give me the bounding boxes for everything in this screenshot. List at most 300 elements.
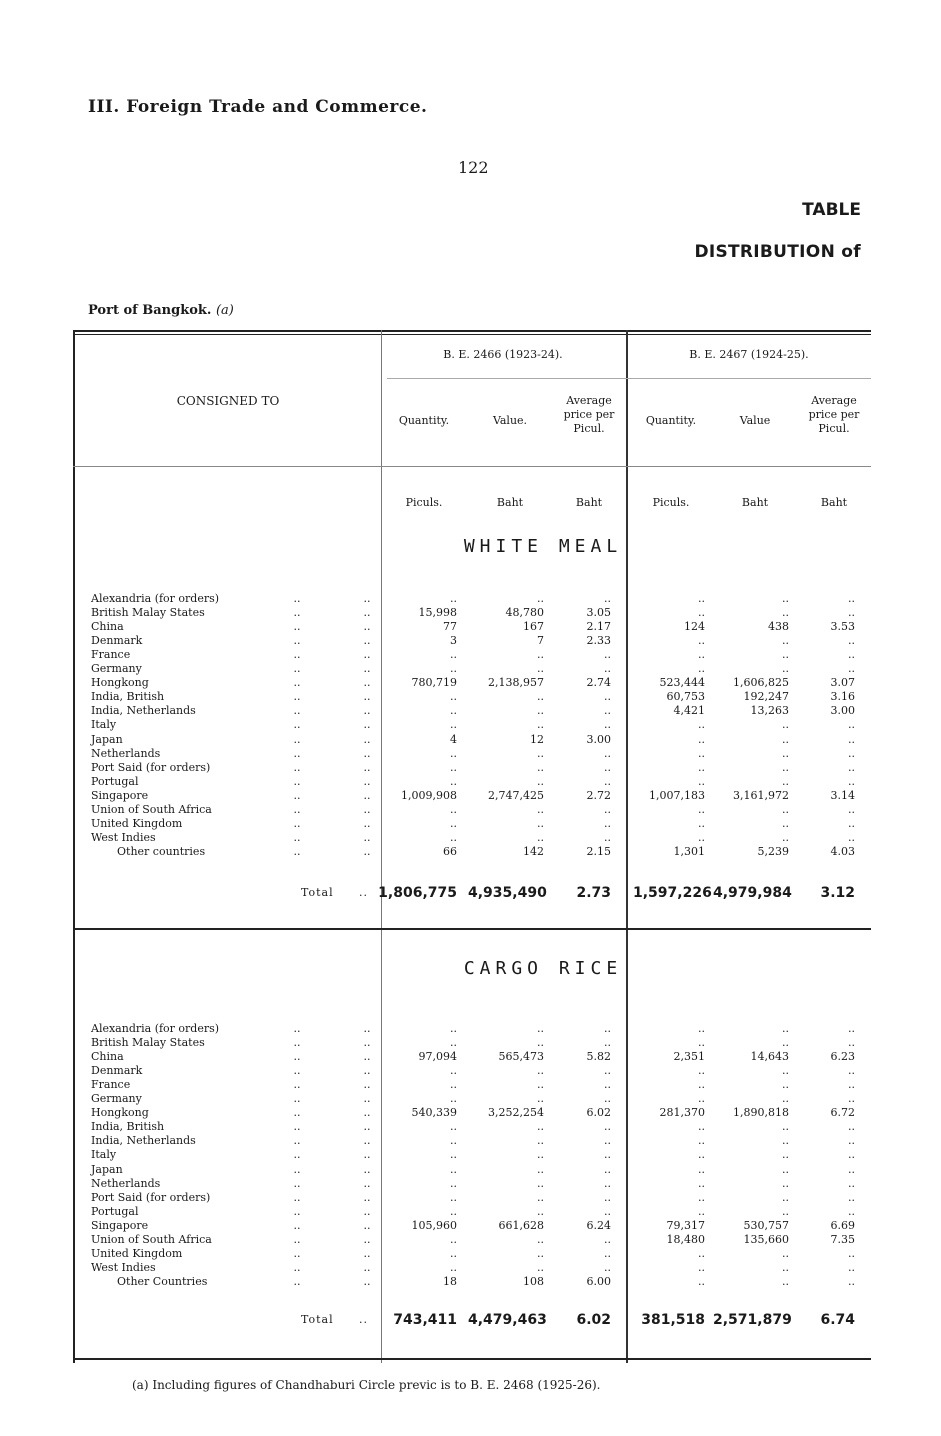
cell-value: .. xyxy=(848,1274,855,1288)
country-name: France xyxy=(91,1078,131,1092)
country-name: Japan xyxy=(91,1162,123,1176)
cell-value: .. xyxy=(604,648,611,662)
country-name: Other Countries xyxy=(117,1274,208,1288)
cell-value: .. xyxy=(537,1022,544,1035)
cell-value: .. xyxy=(604,1092,611,1106)
cell-value: .. xyxy=(450,1036,457,1050)
table-row xyxy=(73,648,871,662)
table-row xyxy=(73,733,871,747)
cell-value: .. xyxy=(848,1204,855,1218)
leader-dots: .. xyxy=(293,592,301,605)
country-name: Singapore xyxy=(91,1218,149,1232)
leader-dots: .. xyxy=(363,788,371,802)
table-row xyxy=(73,718,871,732)
leader-dots: .. xyxy=(293,704,301,718)
leader-dots: .. xyxy=(293,1260,301,1274)
cell-value: .. xyxy=(698,1064,705,1078)
table-row xyxy=(73,1191,871,1205)
cell-value: .. xyxy=(604,1246,611,1260)
country-name: British Malay States xyxy=(91,606,205,620)
cell-value: .. xyxy=(537,1148,544,1162)
quantity1-header: Quantity. xyxy=(398,414,450,427)
country-name: Port Said (for orders) xyxy=(91,760,211,774)
leader-dots: .. xyxy=(293,1106,301,1120)
cell-value: .. xyxy=(698,802,705,816)
cell-value: .. xyxy=(450,1064,457,1078)
leader-dots: .. xyxy=(293,816,301,830)
leader-dots: .. xyxy=(293,1190,301,1204)
cell-value: 108 xyxy=(523,1274,544,1288)
leader-dots: .. xyxy=(293,830,301,844)
cell-value: .. xyxy=(604,774,611,788)
cell-value: .. xyxy=(450,1232,457,1246)
table-row xyxy=(73,1219,871,1233)
cell-value: .. xyxy=(604,718,611,732)
cell-value: .. xyxy=(604,830,611,844)
cell-value: .. xyxy=(698,648,705,662)
table-row xyxy=(73,1120,871,1134)
country-name: Union of South Africa xyxy=(91,802,212,816)
leader-dots: .. xyxy=(363,620,371,634)
cell-value: .. xyxy=(782,830,789,844)
leader-dots: .. xyxy=(363,1120,371,1134)
leader-dots: .. xyxy=(293,1022,301,1035)
cell-value: .. xyxy=(537,1232,544,1246)
cell-value: .. xyxy=(604,662,611,676)
total-value: 1,806,775 xyxy=(378,885,457,901)
table-row xyxy=(73,620,871,634)
cell-value: .. xyxy=(537,718,544,732)
cell-value: .. xyxy=(782,592,789,605)
cell-value: .. xyxy=(450,704,457,718)
cell-value: .. xyxy=(450,1190,457,1204)
total-value: 3.12 xyxy=(820,885,855,901)
cell-value: 192,247 xyxy=(743,690,789,704)
cell-value: .. xyxy=(698,1162,705,1176)
leader-dots: .. xyxy=(293,746,301,760)
leader-dots: .. xyxy=(363,802,371,816)
cell-value: .. xyxy=(698,1246,705,1260)
port-label xyxy=(88,303,234,318)
cell-value: .. xyxy=(782,1246,789,1260)
leader-dots: .. xyxy=(293,1204,301,1218)
unit-baht-2: Baht xyxy=(575,496,603,509)
country-name: Japan xyxy=(91,732,123,746)
cell-value: .. xyxy=(782,1078,789,1092)
distribution-label: DISTRIBUTION of xyxy=(694,242,861,262)
country-name: India, British xyxy=(91,1120,165,1134)
cell-value: .. xyxy=(537,1064,544,1078)
cell-value: 5.82 xyxy=(586,1050,611,1064)
country-name: Denmark xyxy=(91,1064,143,1078)
country-name: United Kingdom xyxy=(91,816,183,830)
country-name: Portugal xyxy=(91,774,139,788)
cell-value: 2.17 xyxy=(586,620,611,634)
table-row xyxy=(73,1064,871,1078)
cell-value: .. xyxy=(450,1162,457,1176)
cell-value: 77 xyxy=(443,620,457,634)
cell-value: .. xyxy=(537,1078,544,1092)
leader-dots: .. xyxy=(293,1050,301,1064)
cell-value: 12 xyxy=(530,732,544,746)
consigned-to-header: CONSIGNED TO xyxy=(176,394,280,408)
table-row xyxy=(73,1148,871,1162)
total-label: Total xyxy=(301,1313,334,1326)
cell-value: .. xyxy=(604,1232,611,1246)
table-row xyxy=(73,775,871,789)
table-row xyxy=(73,704,871,718)
table-row xyxy=(73,690,871,704)
value2-header: Value xyxy=(739,414,771,427)
cell-value: .. xyxy=(848,816,855,830)
leader-dots: .. xyxy=(363,1190,371,1204)
cell-value: 2.72 xyxy=(586,788,611,802)
cargo-rice-heading: CARGO RICE xyxy=(463,958,623,979)
cell-value: .. xyxy=(848,760,855,774)
country-name: Italy xyxy=(91,1148,117,1162)
leader-dots: .. xyxy=(363,1162,371,1176)
cell-value: .. xyxy=(450,1260,457,1274)
cell-value: .. xyxy=(450,746,457,760)
cell-value: .. xyxy=(848,746,855,760)
country-name: Netherlands xyxy=(91,1176,161,1190)
cell-value: .. xyxy=(450,1204,457,1218)
leader-dots: .. xyxy=(293,634,301,648)
country-name: India, Netherlands xyxy=(91,1134,196,1148)
leader-dots: .. xyxy=(363,760,371,774)
leader-dots: .. xyxy=(359,1313,368,1326)
section-heading: III. Foreign Trade and Commerce. xyxy=(88,97,428,117)
page-number: 122 xyxy=(458,158,489,177)
cell-value: .. xyxy=(604,760,611,774)
cell-value: 6.23 xyxy=(830,1050,855,1064)
cell-value: 2.74 xyxy=(586,676,611,690)
cell-value: .. xyxy=(604,690,611,704)
cell-value: .. xyxy=(698,1190,705,1204)
table-row xyxy=(73,1177,871,1191)
cell-value: .. xyxy=(450,830,457,844)
cell-value: .. xyxy=(604,1134,611,1148)
cell-value: .. xyxy=(537,1246,544,1260)
cell-value: 1,890,818 xyxy=(733,1106,789,1120)
cell-value: .. xyxy=(848,1176,855,1190)
cell-value: .. xyxy=(604,704,611,718)
table-row xyxy=(73,1092,871,1106)
cell-value: .. xyxy=(848,1022,855,1035)
country-name: India, Netherlands xyxy=(91,704,196,718)
cell-value: .. xyxy=(698,830,705,844)
cell-value: .. xyxy=(698,1036,705,1050)
cell-value: .. xyxy=(537,1260,544,1274)
cell-value: 105,960 xyxy=(411,1218,457,1232)
cell-value: 3 xyxy=(450,634,457,648)
leader-dots: .. xyxy=(293,774,301,788)
cell-value: 4.03 xyxy=(830,844,855,858)
cell-value: .. xyxy=(604,1176,611,1190)
country-name: India, British xyxy=(91,690,165,704)
total-value: 2.73 xyxy=(576,885,611,901)
cell-value: .. xyxy=(848,634,855,648)
leader-dots: .. xyxy=(293,802,301,816)
cell-value: .. xyxy=(782,1274,789,1288)
leader-dots: .. xyxy=(363,690,371,704)
total-value: 2,571,879 xyxy=(713,1312,792,1328)
total-value: 6.02 xyxy=(576,1312,611,1328)
country-name: France xyxy=(91,648,131,662)
total-value: 4,479,463 xyxy=(468,1312,547,1328)
table-bottom-rule xyxy=(73,1358,871,1360)
cell-value: .. xyxy=(604,1036,611,1050)
cell-value: .. xyxy=(450,760,457,774)
cell-value: .. xyxy=(698,1148,705,1162)
cell-value: 7.35 xyxy=(830,1232,855,1246)
cell-value: 1,009,908 xyxy=(401,788,457,802)
avg-price1-header: Average price per Picul. xyxy=(563,394,615,435)
cell-value: .. xyxy=(782,1204,789,1218)
table-row xyxy=(73,676,871,690)
cell-value: .. xyxy=(537,1190,544,1204)
country-name: China xyxy=(91,1050,124,1064)
cell-value: .. xyxy=(604,1078,611,1092)
cell-value: .. xyxy=(604,816,611,830)
leader-dots: .. xyxy=(363,648,371,662)
leader-dots: .. xyxy=(293,1036,301,1050)
cell-value: 540,339 xyxy=(411,1106,457,1120)
cell-value: .. xyxy=(848,830,855,844)
port-name: Port of Bangkok. xyxy=(88,303,212,318)
country-name: United Kingdom xyxy=(91,1246,183,1260)
cell-value: 1,007,183 xyxy=(649,788,705,802)
leader-dots: .. xyxy=(363,1260,371,1274)
cell-value: 135,660 xyxy=(743,1232,789,1246)
cell-value: .. xyxy=(537,690,544,704)
footnote: (a) Including figures of Chandhaburi Circle previc is to B. E. 2468 (1925-26). xyxy=(132,1378,601,1392)
table-row xyxy=(73,761,871,775)
cell-value: .. xyxy=(537,1204,544,1218)
section-divider xyxy=(73,928,871,930)
cell-value: .. xyxy=(450,1022,457,1035)
leader-dots: .. xyxy=(293,718,301,732)
cell-value: .. xyxy=(537,1162,544,1176)
cell-value: .. xyxy=(848,592,855,605)
cell-value: .. xyxy=(782,1162,789,1176)
total-row xyxy=(73,1310,871,1330)
cell-value: 3.00 xyxy=(586,732,611,746)
cell-value: .. xyxy=(782,732,789,746)
table-row xyxy=(73,1233,871,1247)
country-name: West Indies xyxy=(91,1260,156,1274)
cell-value: .. xyxy=(782,1120,789,1134)
cell-value: .. xyxy=(848,1078,855,1092)
cell-value: .. xyxy=(698,774,705,788)
cell-value: 79,317 xyxy=(666,1218,705,1232)
cell-value: .. xyxy=(537,662,544,676)
leader-dots: .. xyxy=(363,1106,371,1120)
cell-value: .. xyxy=(782,1148,789,1162)
cell-value: .. xyxy=(537,648,544,662)
country-name: West Indies xyxy=(91,830,156,844)
leader-dots: .. xyxy=(363,606,371,620)
leader-dots: .. xyxy=(363,1064,371,1078)
cell-value: .. xyxy=(848,1134,855,1148)
year2-header: B. E. 2467 (1924-25). xyxy=(689,348,809,361)
cell-value: .. xyxy=(782,1064,789,1078)
table-row xyxy=(73,1134,871,1148)
cell-value: .. xyxy=(698,746,705,760)
cell-value: 14,643 xyxy=(750,1050,789,1064)
leader-dots: .. xyxy=(363,816,371,830)
leader-dots: .. xyxy=(363,732,371,746)
cell-value: .. xyxy=(848,1260,855,1274)
table-row xyxy=(73,1163,871,1177)
leader-dots: .. xyxy=(363,1204,371,1218)
leader-dots: .. xyxy=(363,1050,371,1064)
cell-value: .. xyxy=(450,690,457,704)
table-row xyxy=(73,803,871,817)
cell-value: .. xyxy=(698,662,705,676)
cell-value: .. xyxy=(782,802,789,816)
leader-dots: .. xyxy=(293,1078,301,1092)
cell-value: 1,606,825 xyxy=(733,676,789,690)
table-row xyxy=(73,634,871,648)
cell-value: 281,370 xyxy=(659,1106,705,1120)
cell-value: .. xyxy=(782,760,789,774)
table-row xyxy=(73,1106,871,1120)
cell-value: .. xyxy=(604,746,611,760)
cell-value: 6.69 xyxy=(830,1218,855,1232)
cell-value: .. xyxy=(782,816,789,830)
cell-value: .. xyxy=(698,816,705,830)
cell-value: .. xyxy=(698,760,705,774)
country-name: Singapore xyxy=(91,788,149,802)
leader-dots: .. xyxy=(363,746,371,760)
unit-baht-4: Baht xyxy=(820,496,848,509)
leader-dots: .. xyxy=(363,1134,371,1148)
leader-dots: .. xyxy=(293,1176,301,1190)
cell-value: 124 xyxy=(684,620,705,634)
cell-value: .. xyxy=(604,1162,611,1176)
cell-value: 6.02 xyxy=(586,1106,611,1120)
table-row xyxy=(73,1036,871,1050)
leader-dots: .. xyxy=(293,1064,301,1078)
leader-dots: .. xyxy=(363,718,371,732)
table-row xyxy=(73,592,871,606)
cell-value: .. xyxy=(537,774,544,788)
header-rule xyxy=(73,466,871,467)
leader-dots: .. xyxy=(293,788,301,802)
year1-header: B. E. 2466 (1923-24). xyxy=(443,348,563,361)
cell-value: 2,138,957 xyxy=(488,676,544,690)
cell-value: .. xyxy=(537,1176,544,1190)
cell-value: 3.16 xyxy=(830,690,855,704)
cell-value: .. xyxy=(848,802,855,816)
cell-value: .. xyxy=(698,1204,705,1218)
cell-value: .. xyxy=(698,1176,705,1190)
cell-value: .. xyxy=(782,1134,789,1148)
cell-value: .. xyxy=(604,802,611,816)
cell-value: .. xyxy=(537,802,544,816)
cell-value: .. xyxy=(698,606,705,620)
cell-value: 661,628 xyxy=(498,1218,544,1232)
year-underline xyxy=(387,378,871,379)
leader-dots: .. xyxy=(293,1232,301,1246)
table-row xyxy=(73,1078,871,1092)
total-value: 4,979,984 xyxy=(713,885,792,901)
country-name: British Malay States xyxy=(91,1036,205,1050)
avg-price2-header: Average price per Picul. xyxy=(808,394,860,435)
cell-value: .. xyxy=(537,1134,544,1148)
total-row xyxy=(73,883,871,903)
table-row xyxy=(73,1205,871,1219)
cell-value: 142 xyxy=(523,844,544,858)
cell-value: .. xyxy=(537,1092,544,1106)
cell-value: 780,719 xyxy=(411,676,457,690)
cell-value: .. xyxy=(537,592,544,605)
country-name: Hongkong xyxy=(91,676,149,690)
country-name: China xyxy=(91,620,124,634)
table-top-rule xyxy=(73,330,871,332)
cell-value: 3.53 xyxy=(830,620,855,634)
leader-dots: .. xyxy=(293,690,301,704)
leader-dots: .. xyxy=(363,844,371,858)
country-name: Alexandria (for orders) xyxy=(91,592,220,605)
leader-dots: .. xyxy=(363,634,371,648)
cell-value: .. xyxy=(604,1190,611,1204)
cell-value: .. xyxy=(450,1134,457,1148)
cell-value: .. xyxy=(450,718,457,732)
country-name: Germany xyxy=(91,1092,142,1106)
cell-value: .. xyxy=(698,1092,705,1106)
cell-value: .. xyxy=(537,830,544,844)
total-value: 1,597,226 xyxy=(633,885,712,901)
cell-value: 18,480 xyxy=(666,1232,705,1246)
table-row xyxy=(73,1247,871,1261)
cell-value: .. xyxy=(450,1148,457,1162)
leader-dots: .. xyxy=(363,1274,371,1288)
leader-dots: .. xyxy=(363,1176,371,1190)
cell-value: 167 xyxy=(523,620,544,634)
cell-value: 3.14 xyxy=(830,788,855,802)
cell-value: .. xyxy=(698,1274,705,1288)
leader-dots: .. xyxy=(293,662,301,676)
cell-value: 438 xyxy=(768,620,789,634)
table-row xyxy=(73,747,871,761)
cell-value: .. xyxy=(450,648,457,662)
cell-value: .. xyxy=(782,1260,789,1274)
cell-value: .. xyxy=(848,1092,855,1106)
cell-value: .. xyxy=(604,1120,611,1134)
country-name: Portugal xyxy=(91,1204,139,1218)
cell-value: 97,094 xyxy=(418,1050,457,1064)
leader-dots: .. xyxy=(293,620,301,634)
leader-dots: .. xyxy=(363,676,371,690)
cell-value: 565,473 xyxy=(498,1050,544,1064)
cell-value: .. xyxy=(604,1204,611,1218)
cell-value: 6.00 xyxy=(586,1274,611,1288)
leader-dots: .. xyxy=(363,774,371,788)
leader-dots: .. xyxy=(363,1232,371,1246)
cell-value: .. xyxy=(698,732,705,746)
cell-value: .. xyxy=(848,1036,855,1050)
cell-value: .. xyxy=(782,1176,789,1190)
cell-value: .. xyxy=(537,704,544,718)
cell-value: .. xyxy=(848,732,855,746)
cell-value: 48,780 xyxy=(505,606,544,620)
country-name: Alexandria (for orders) xyxy=(91,1022,220,1035)
cell-value: .. xyxy=(698,1078,705,1092)
cell-value: .. xyxy=(782,662,789,676)
cell-value: .. xyxy=(450,1092,457,1106)
